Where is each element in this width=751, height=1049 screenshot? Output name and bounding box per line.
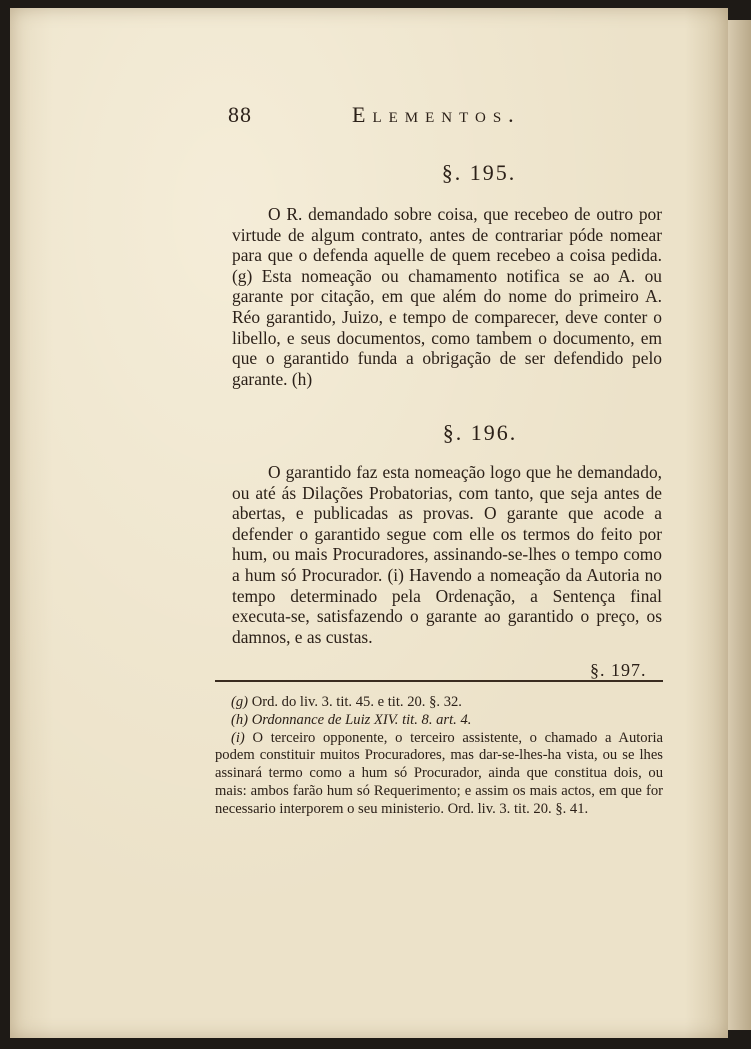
section-title-196: §. 196. (442, 420, 518, 445)
footnote-mark: (g) (231, 694, 249, 710)
page-header (10, 102, 728, 132)
page-number: 88 (228, 102, 252, 127)
footnote-mark: (i) (231, 729, 245, 746)
footnote-text: O terceiro opponente, o terceiro assistente, o chamado a Autoria podem constituir muitos Procuradores, mas dar-se-lhes-ha vista, ou se lhes assinará termo como a hum só Procurador, ainda que constitua dois, ou mais: ambos farão hum só Requerimento; e assim os mais actos, em que for necessario interporem o seu ministerio. Ord. liv. 3. tit. 20. §. 41. (215, 729, 663, 817)
section-body-196: O garantido faz esta nomeação logo que he demandado, ou até ás Dilações Probatorias, com tanto, que seja antes de abertas, e publicadas as provas. O garante que acode a defender o garantido segue com elle os termos do feito por hum, ou mais Procuradores, assinando-se-lhes o tempo como a hum só Procurador. (i) Havendo a nomeação da Autoria no tempo determinado pela Ordenação, a Sentença final executa-se, satisfazendo o garante ao garantido o preço, os damnos, e as custas. (232, 462, 662, 647)
section-body-195: O R. demandado sobre coisa, que recebeo de outro por virtude de algum contrato, antes de contrariar póde nomear para que o defenda aquelle de quem recebeo a coisa pedida. (g) Esta nomeação ou chamamento notifica se ao A. ou garante por citação, em que além do nome do primeiro A. Réo garantido, Juizo, e tempo de comparecer, deve conter o libello, e seus documentos, como tambem o documento, em que o garantido funda a obrigação de ser defendido pelo garante. (h) (232, 204, 662, 389)
running-head: Elementos. (352, 102, 521, 127)
next-page-edge (728, 20, 751, 1030)
footnote-h (215, 712, 663, 730)
footnote-divider (215, 680, 663, 682)
footnotes (215, 694, 663, 819)
footnote-text: Ord. do liv. 3. tit. 45. e tit. 20. §. 32. (251, 694, 462, 710)
book-page (10, 8, 728, 1038)
section-title-195: §. 195. (441, 160, 517, 185)
footnote-g (215, 694, 663, 712)
footnote-mark: (h) (231, 711, 249, 728)
catchword: §. 197. (590, 660, 647, 680)
footnote-text: Ordonnance de Luiz XIV. tit. 8. art. 4. (251, 711, 472, 728)
footnote-i (215, 730, 663, 819)
